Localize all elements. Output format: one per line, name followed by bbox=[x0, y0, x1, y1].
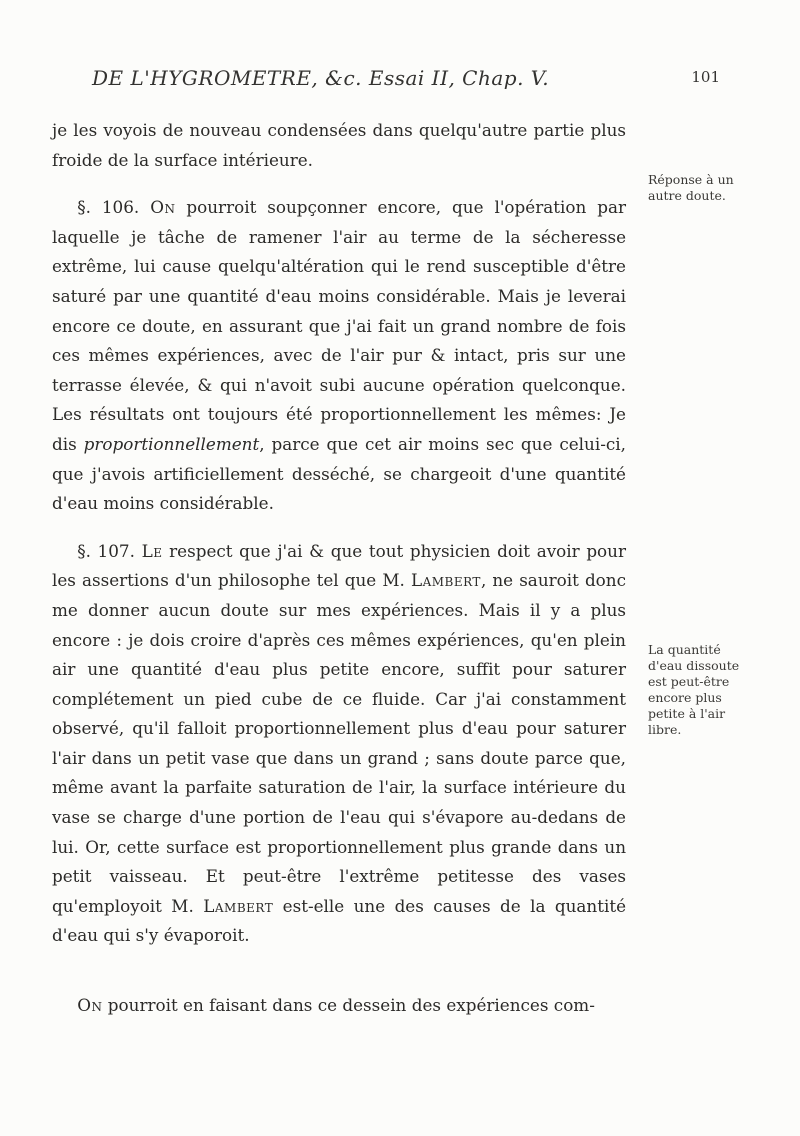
section-107-text-mid: , ne sauroit donc me donner aucun doute sur mes expériences. Mais il y a plus encore : je dois croire d'après ces mêmes expériences, qu'en plein air une quantité d'eau plus petite encore, suffit pour saturer complétement un pied cube de ce fluide. Car j'ai constamment observé, qu'il falloit proportionnellement plus d'eau pour saturer l'air dans un petit vase que dans un grand ; sans doute parce que, même avant la parfaite saturation de l'air, la surface intérieure du vase se charge d'une portion de l'eau qui s'évapore au-dedans de lui. Or, cette surface est proportionnellement plus grande dans un petit vaisseau. Et peut-être l'extrême petitesse des vases qu'employoit M. bbox=[52, 570, 626, 916]
catch-line-lead: On bbox=[77, 995, 103, 1016]
main-text bbox=[52, 116, 626, 1021]
section-107-name-2: Lambert bbox=[203, 895, 274, 916]
margin-note-1: Réponse à un autre doute. bbox=[648, 172, 734, 203]
section-107-text: respect que j'ai & que tout physicien doit avoir pour les assertions d'un philosophe tel que M. bbox=[52, 540, 626, 591]
section-106-text: pourroit soupçonner encore, que l'opération par laquelle je tâche de ramener l'air au terme de la sécheresse extrême, lui cause quelqu'altération qui le rend susceptible d'être saturé par une quantité d'eau moins considérable. Mais je leverai encore ce doute, en assurant que j'ai fait un grand nombre de fois ces mêmes expériences, avec de l'air pur & intact, pris sur une terrasse élevée, & qui n'avoit subi aucune opération quelconque. Les résultats ont toujours été proportionnellement les mêmes: Je dis bbox=[52, 197, 626, 454]
page-number: 101 bbox=[691, 68, 720, 86]
running-header bbox=[92, 62, 720, 96]
catch-line bbox=[52, 991, 626, 1021]
section-106-number: §. 106. bbox=[77, 197, 140, 218]
section-106-lead: On bbox=[150, 197, 176, 218]
section-106 bbox=[52, 193, 626, 519]
section-107-name-1: Lambert bbox=[410, 570, 481, 591]
section-107-lead: Le bbox=[141, 540, 163, 561]
section-106-text-end: , parce que cet air moins sec que celui-ci, que j'avois artificiellement desséché, se chargeoit d'une quantité d'eau moins considérable. bbox=[52, 433, 626, 514]
section-107 bbox=[52, 537, 626, 951]
header-title: DE L'HYGROMETRE, &c. Essai II, Chap. V. bbox=[92, 66, 550, 90]
section-107-number: §. 107. bbox=[77, 540, 135, 561]
paragraph-continuation bbox=[52, 116, 626, 175]
catch-line-text: pourroit en faisant dans ce dessein des expériences com- bbox=[107, 995, 595, 1016]
margin-note-2: La quantité d'eau dissoute est peut-être encore plus petite à l'air libre. bbox=[648, 642, 740, 737]
section-107-text-end: est-elle une des causes de la quantité d'eau qui s'y évaporoit. bbox=[52, 895, 627, 946]
section-106-emphasis: proportionnellement bbox=[83, 433, 260, 454]
paragraph-1-text: je les voyois de nouveau condensées dans quelqu'autre partie plus froide de la surface intérieure. bbox=[52, 120, 626, 170]
